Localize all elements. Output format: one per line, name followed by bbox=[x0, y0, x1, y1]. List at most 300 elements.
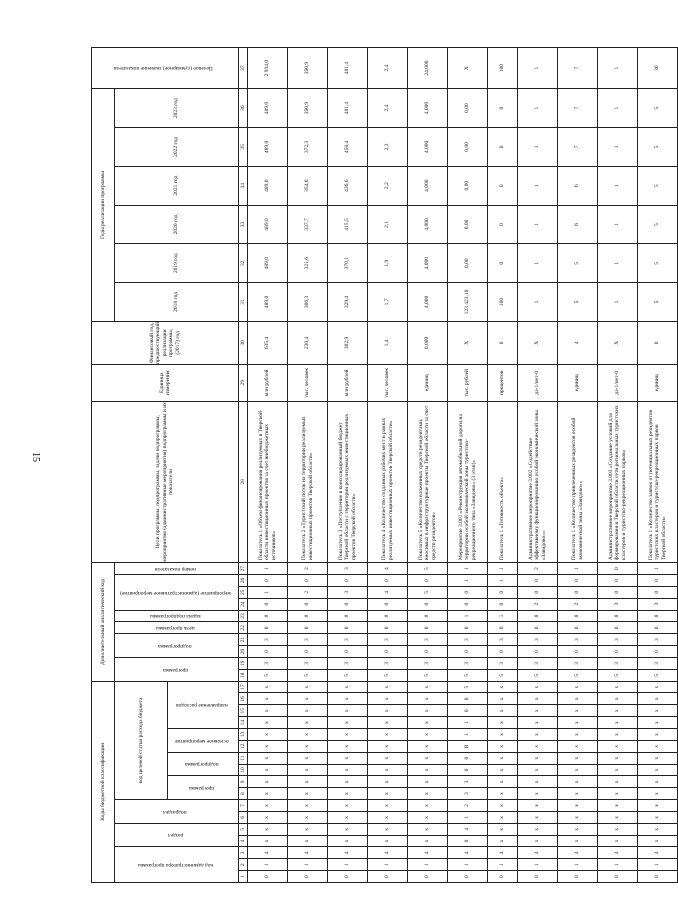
code-cell: 4 bbox=[328, 847, 368, 859]
code-cell: 3 bbox=[288, 657, 328, 669]
code-cell: 3 bbox=[368, 634, 408, 646]
code-cell: 0 bbox=[248, 646, 288, 658]
code-cell: 0 bbox=[448, 835, 488, 847]
code-cell: 0 bbox=[558, 646, 598, 658]
column-number: 7 bbox=[239, 800, 248, 812]
code-cell: х bbox=[328, 823, 368, 835]
unit-cell: единиц bbox=[638, 364, 678, 401]
code-cell: х bbox=[408, 823, 448, 835]
code-cell: 0 bbox=[488, 598, 518, 610]
code-cell: х bbox=[368, 823, 408, 835]
code-cell: х bbox=[368, 693, 408, 705]
code-cell: 0 bbox=[518, 871, 558, 883]
code-cell: х bbox=[328, 811, 368, 823]
code-cell: 4 bbox=[248, 847, 288, 859]
code-cell: х bbox=[328, 764, 368, 776]
year-value-cell: 0,00 bbox=[448, 128, 488, 167]
code-cell: 4 bbox=[368, 563, 408, 575]
code-cell: х bbox=[598, 800, 638, 812]
code-cell: 4 bbox=[288, 847, 328, 859]
subsection-header: подраздел bbox=[115, 800, 239, 824]
code-cell: х bbox=[518, 823, 558, 835]
code-cell: х bbox=[288, 800, 328, 812]
code-cell: 0 bbox=[248, 598, 288, 610]
code-cell: 1 bbox=[488, 563, 518, 575]
expense-direction-header: направление расходов bbox=[168, 681, 239, 728]
column-number: 12 bbox=[239, 740, 248, 752]
code-cell: 0 bbox=[488, 586, 518, 598]
code-cell: 5 bbox=[598, 669, 638, 681]
code-cell: 0 bbox=[488, 622, 518, 634]
year-value-cell: 5 bbox=[638, 166, 678, 205]
code-cell: х bbox=[638, 788, 678, 800]
column-number: 16 bbox=[239, 693, 248, 705]
code-cell: 0 bbox=[448, 586, 488, 598]
year-2022-header: 2022 год bbox=[115, 128, 239, 167]
code-cell: 0 bbox=[598, 622, 638, 634]
code-cell: х bbox=[638, 823, 678, 835]
code-cell: х bbox=[558, 717, 598, 729]
year-value-cell: 481,4 bbox=[328, 89, 368, 128]
code-cell: 0 bbox=[638, 622, 678, 634]
code-cell: х bbox=[408, 693, 448, 705]
code-cell: х bbox=[558, 740, 598, 752]
year-value-cell: 1,7 bbox=[368, 283, 408, 322]
year-value-cell: 1 bbox=[518, 244, 558, 283]
code-cell: х bbox=[248, 717, 288, 729]
code-cell: 3 bbox=[558, 634, 598, 646]
column-number: 11 bbox=[239, 752, 248, 764]
year-value-cell: 489,0 bbox=[248, 166, 288, 205]
code-cell: 2 bbox=[558, 598, 598, 610]
code-cell: 3 bbox=[488, 634, 518, 646]
code-cell: х bbox=[328, 717, 368, 729]
code-cell: х bbox=[488, 693, 518, 705]
unit-cell: единиц bbox=[408, 364, 448, 401]
code-cell: 5 bbox=[328, 669, 368, 681]
year-value-cell: 1 bbox=[598, 205, 638, 244]
code-cell: х bbox=[558, 835, 598, 847]
code-cell: 5 bbox=[248, 669, 288, 681]
subprogram-header: подпрограмма bbox=[168, 752, 239, 776]
code-cell: 0 bbox=[488, 871, 518, 883]
code-cell: 3 bbox=[488, 657, 518, 669]
code-cell: 3 bbox=[638, 657, 678, 669]
fin-year-header: Финансовый год, предшествующий реализации программы, (2017) год bbox=[92, 321, 239, 364]
code-cell: х bbox=[248, 681, 288, 693]
code-cell: 0 bbox=[408, 610, 448, 622]
code-cell: х bbox=[598, 788, 638, 800]
fin-year-cell: Х bbox=[448, 321, 488, 364]
code-cell: R bbox=[448, 740, 488, 752]
year-value-cell: 1 bbox=[518, 166, 558, 205]
column-number: 4 bbox=[239, 835, 248, 847]
column-number: 25 bbox=[239, 586, 248, 598]
code-cell: 0 bbox=[288, 575, 328, 587]
year-value-cell: 0 bbox=[488, 166, 518, 205]
code-cell: х bbox=[408, 835, 448, 847]
code-cell: х bbox=[638, 705, 678, 717]
code-cell: 3 bbox=[558, 657, 598, 669]
fin-year-cell: Х bbox=[598, 321, 638, 364]
unit-cell: млн рублей bbox=[248, 364, 288, 401]
unit-cell: единиц bbox=[558, 364, 598, 401]
row-name: Показатель 1 «Готовность объекта» bbox=[488, 401, 518, 563]
column-number: 37 bbox=[239, 48, 248, 89]
year-value-cell: 4,000 bbox=[408, 166, 448, 205]
code-cell: 0 bbox=[448, 764, 488, 776]
unit-cell: тыс. человек bbox=[368, 364, 408, 401]
code-cell: 5 bbox=[408, 563, 448, 575]
column-number: 18 bbox=[239, 669, 248, 681]
code-cell: х bbox=[288, 823, 328, 835]
code-cell: х bbox=[368, 729, 408, 741]
final-value-cell: 390,9 bbox=[288, 48, 328, 89]
year-value-cell: 415,5 bbox=[328, 205, 368, 244]
code-cell: 4 bbox=[408, 847, 448, 859]
code-cell: х bbox=[558, 752, 598, 764]
code-cell: х bbox=[288, 717, 328, 729]
column-number: 33 bbox=[239, 205, 248, 244]
code-cell: 0 bbox=[368, 610, 408, 622]
code-cell: 1 bbox=[488, 859, 518, 871]
year-value-cell: 489,0 bbox=[248, 283, 288, 322]
code-cell: 5 bbox=[448, 681, 488, 693]
program-code-header: программа bbox=[115, 657, 239, 681]
code-cell: 0 bbox=[328, 622, 368, 634]
table-row bbox=[488, 48, 518, 883]
code-cell: х bbox=[488, 823, 518, 835]
code-cell: х bbox=[638, 811, 678, 823]
final-value-cell: 2,4 bbox=[368, 48, 408, 89]
code-cell: х bbox=[598, 823, 638, 835]
year-value-cell: 4,000 bbox=[408, 283, 448, 322]
code-cell: х bbox=[558, 764, 598, 776]
year-value-cell: 370,1 bbox=[328, 244, 368, 283]
year-value-cell: 123 423,16 bbox=[448, 283, 488, 322]
code-cell: х bbox=[488, 788, 518, 800]
code-cell: 3 bbox=[328, 634, 368, 646]
year-value-cell: 5 bbox=[638, 244, 678, 283]
code-cell: 0 bbox=[408, 646, 448, 658]
final-value-cell: 30 bbox=[638, 48, 678, 89]
row-name: Показатель 3 «Поступление в консолидированный бюджет Тверской области с территории реализуемых инвестиционных проектов Тверской области» bbox=[328, 401, 368, 563]
column-number: 3 bbox=[239, 847, 248, 859]
year-value-cell: 1 bbox=[518, 283, 558, 322]
final-value-cell: 1 bbox=[518, 48, 558, 89]
year-value-cell: 489,0 bbox=[248, 244, 288, 283]
code-cell: х bbox=[248, 693, 288, 705]
table-row bbox=[288, 48, 328, 883]
code-cell: 0 bbox=[598, 646, 638, 658]
main-event-header: основное мероприятие bbox=[168, 729, 239, 753]
code-cell: 0 bbox=[518, 586, 558, 598]
code-cell: 5 bbox=[288, 669, 328, 681]
final-value-cell: 24,000 bbox=[408, 48, 448, 89]
column-number: 30 bbox=[239, 321, 248, 364]
code-cell: 0 bbox=[408, 575, 448, 587]
column-number: 9 bbox=[239, 776, 248, 788]
code-cell: х bbox=[328, 788, 368, 800]
code-cell: 3 bbox=[598, 634, 638, 646]
code-cell: х bbox=[408, 800, 448, 812]
code-cell: х bbox=[558, 776, 598, 788]
code-cell: х bbox=[288, 729, 328, 741]
code-cell: х bbox=[518, 705, 558, 717]
code-cell: х bbox=[598, 681, 638, 693]
table-row bbox=[598, 48, 638, 883]
code-cell: 1 bbox=[408, 859, 448, 871]
code-cell: х bbox=[638, 776, 678, 788]
year-value-cell: 0 bbox=[488, 128, 518, 167]
code-cell: х bbox=[328, 835, 368, 847]
year-value-cell: 6 bbox=[558, 205, 598, 244]
code-cell: 1 bbox=[248, 859, 288, 871]
year-value-cell: 2,2 bbox=[368, 166, 408, 205]
code-cell: х bbox=[368, 705, 408, 717]
year-value-cell: 100 bbox=[488, 283, 518, 322]
code-cell: х bbox=[488, 776, 518, 788]
year-value-cell: 458,4 bbox=[328, 128, 368, 167]
rotated-table-container bbox=[91, 47, 667, 883]
code-cell: 0 bbox=[598, 610, 638, 622]
column-number: 24 bbox=[239, 598, 248, 610]
code-cell: х bbox=[488, 811, 518, 823]
code-cell: х bbox=[598, 693, 638, 705]
column-number: 26 bbox=[239, 575, 248, 587]
code-cell: х bbox=[518, 764, 558, 776]
code-cell: х bbox=[598, 776, 638, 788]
code-cell: 1 bbox=[448, 610, 488, 622]
code-cell: х bbox=[518, 681, 558, 693]
year-value-cell: 2,1 bbox=[368, 205, 408, 244]
year-value-cell: 4,000 bbox=[408, 89, 448, 128]
code-cell: х bbox=[368, 776, 408, 788]
year-value-cell: 489,0 bbox=[248, 205, 288, 244]
code-cell: 0 bbox=[448, 646, 488, 658]
fin-year-cell: 0 bbox=[488, 321, 518, 364]
code-cell: 1 bbox=[518, 859, 558, 871]
year-value-cell: 2,3 bbox=[368, 128, 408, 167]
code-cell: 1 bbox=[448, 729, 488, 741]
fin-year-cell: 0 bbox=[638, 321, 678, 364]
code-cell: х bbox=[638, 693, 678, 705]
code-cell: х bbox=[288, 681, 328, 693]
year-value-cell: 6 bbox=[558, 166, 598, 205]
code-cell: х bbox=[368, 835, 408, 847]
year-value-cell: 1 bbox=[518, 89, 558, 128]
year-value-cell: 372,3 bbox=[288, 128, 328, 167]
year-value-cell: 5 bbox=[638, 205, 678, 244]
code-cell: 4 bbox=[448, 823, 488, 835]
code-cell: х bbox=[488, 705, 518, 717]
code-cell: 0 bbox=[558, 871, 598, 883]
code-cell: х bbox=[558, 788, 598, 800]
column-number: 36 bbox=[239, 89, 248, 128]
code-cell: 2 bbox=[288, 586, 328, 598]
code-cell: 4 bbox=[638, 847, 678, 859]
year-value-cell: 436,6 bbox=[328, 166, 368, 205]
code-cell: 0 bbox=[368, 575, 408, 587]
year-value-cell: 489,0 bbox=[248, 128, 288, 167]
code-cell: х bbox=[248, 752, 288, 764]
year-value-cell: 0 bbox=[488, 89, 518, 128]
year-value-cell: 1 bbox=[598, 244, 638, 283]
code-cell: 1 bbox=[368, 859, 408, 871]
code-cell: х bbox=[518, 800, 558, 812]
code-cell: х bbox=[288, 811, 328, 823]
subprogram-task-header: задача подпрограммы bbox=[115, 610, 239, 622]
code-cell: х bbox=[248, 823, 288, 835]
column-number: 32 bbox=[239, 244, 248, 283]
fin-year-cell: 1,4 bbox=[368, 321, 408, 364]
code-cell: 0 bbox=[248, 610, 288, 622]
page-number: 15 bbox=[30, 452, 41, 462]
code-cell: х bbox=[408, 681, 448, 693]
code-cell: х bbox=[248, 800, 288, 812]
column-number: 29 bbox=[239, 364, 248, 401]
year-value-cell: 0,00 bbox=[448, 205, 488, 244]
row-name: Показатель 5 «Количество вложенных средств резидентами, вносимых в инфраструктурные проекты Тверской области за счет средств резидентов» bbox=[408, 401, 448, 563]
table-row bbox=[368, 48, 408, 883]
code-cell: 5 bbox=[638, 669, 678, 681]
row-name: Мероприятие 3.001 «Реконструкция автомобильной дороги на территории особой экономической зоны туристско-рекреационного типа «Завидово» (3 этап)» bbox=[448, 401, 488, 563]
code-cell: х bbox=[408, 740, 448, 752]
code-cell: х bbox=[558, 811, 598, 823]
code-cell: 0 bbox=[598, 871, 638, 883]
code-cell: х bbox=[368, 788, 408, 800]
code-cell: 3 bbox=[368, 657, 408, 669]
code-cell: 0 bbox=[288, 646, 328, 658]
code-cell: х bbox=[368, 800, 408, 812]
year-value-cell: 306,3 bbox=[288, 283, 328, 322]
code-cell: 0 bbox=[518, 610, 558, 622]
code-cell: 1 bbox=[558, 563, 598, 575]
column-number: 23 bbox=[239, 610, 248, 622]
code-cell: х bbox=[558, 800, 598, 812]
code-cell: 1 bbox=[328, 859, 368, 871]
subprogram-code-header: подпрограмма bbox=[115, 634, 239, 658]
code-cell: х bbox=[638, 835, 678, 847]
code-cell: х bbox=[638, 740, 678, 752]
year-2020-header: 2020 год bbox=[115, 205, 239, 244]
year-value-cell: 1,9 bbox=[368, 244, 408, 283]
code-cell: х bbox=[518, 776, 558, 788]
final-value-header: Целевое (суммарное) значение показателя bbox=[92, 48, 239, 89]
code-cell: х bbox=[288, 776, 328, 788]
code-cell: 5 bbox=[448, 669, 488, 681]
year-value-cell: 1 bbox=[518, 205, 558, 244]
code-cell: 1 bbox=[448, 575, 488, 587]
year-2019-header: 2019 год bbox=[115, 244, 239, 283]
code-cell: х bbox=[598, 729, 638, 741]
code-cell: 2 bbox=[518, 563, 558, 575]
code-cell: 3 bbox=[408, 657, 448, 669]
code-cell: 0 bbox=[558, 622, 598, 634]
table-row bbox=[558, 48, 598, 883]
code-cell: х bbox=[288, 705, 328, 717]
code-cell: 2 bbox=[288, 563, 328, 575]
code-cell: х bbox=[518, 752, 558, 764]
code-cell: 3 bbox=[408, 634, 448, 646]
code-cell: х bbox=[248, 764, 288, 776]
year-value-cell: 5 bbox=[638, 128, 678, 167]
code-cell: х bbox=[328, 740, 368, 752]
code-cell: 3 bbox=[518, 634, 558, 646]
code-cell: 0 bbox=[448, 622, 488, 634]
code-cell: 0 bbox=[328, 575, 368, 587]
column-number: 13 bbox=[239, 729, 248, 741]
event-admin-header: мероприятие (административное мероприятие) bbox=[115, 575, 239, 611]
fin-year-cell: 4 bbox=[558, 321, 598, 364]
code-cell: 2 bbox=[518, 598, 558, 610]
code-cell: 0 bbox=[368, 622, 408, 634]
code-cell: х bbox=[488, 800, 518, 812]
table-body bbox=[248, 48, 678, 883]
unit-cell: тыс. рублей bbox=[448, 364, 488, 401]
code-cell: х bbox=[488, 835, 518, 847]
column-number: 2 bbox=[239, 859, 248, 871]
column-number: 35 bbox=[239, 128, 248, 167]
fin-year-cell: 635,4 bbox=[248, 321, 288, 364]
program-goal-header: цель программы bbox=[115, 622, 239, 634]
column-number: 6 bbox=[239, 811, 248, 823]
table-row bbox=[328, 48, 368, 883]
code-cell: 0 bbox=[598, 575, 638, 587]
code-cell: 4 bbox=[368, 586, 408, 598]
code-cell: 0 bbox=[638, 575, 678, 587]
year-value-cell: 7 bbox=[558, 128, 598, 167]
column-number: 1 bbox=[239, 871, 248, 883]
unit-cell: да-1/нет-0 bbox=[518, 364, 558, 401]
code-cell: 0 bbox=[248, 575, 288, 587]
code-cell: х bbox=[518, 729, 558, 741]
code-cell: х bbox=[598, 740, 638, 752]
code-cell: х bbox=[248, 835, 288, 847]
code-cell: 1 bbox=[248, 563, 288, 575]
code-cell: х bbox=[368, 681, 408, 693]
code-cell: х bbox=[408, 776, 448, 788]
code-cell: х bbox=[408, 705, 448, 717]
code-cell: 3 bbox=[518, 657, 558, 669]
unit-cell: млн рублей bbox=[328, 364, 368, 401]
code-cell: 0 bbox=[558, 575, 598, 587]
code-cell: 1 bbox=[448, 563, 488, 575]
code-cell: х bbox=[488, 729, 518, 741]
table-row bbox=[248, 48, 288, 883]
code-cell: х bbox=[488, 740, 518, 752]
column-number: 21 bbox=[239, 634, 248, 646]
row-name: Административное мероприятие 3.002 «Содействие эффективному функционированию особой экономической зоны «Завидово»» bbox=[518, 401, 558, 563]
code-cell: 1 bbox=[248, 586, 288, 598]
code-cell: 3 bbox=[288, 634, 328, 646]
code-cell: 1 bbox=[448, 717, 488, 729]
code-cell: х bbox=[518, 717, 558, 729]
code-cell: 1 bbox=[448, 811, 488, 823]
code-cell: 0 bbox=[248, 871, 288, 883]
code-cell: 0 bbox=[448, 705, 488, 717]
year-value-cell: 2,4 bbox=[368, 89, 408, 128]
column-number: 20 bbox=[239, 646, 248, 658]
code-cell: х bbox=[558, 705, 598, 717]
column-number: 31 bbox=[239, 283, 248, 322]
code-cell: 0 bbox=[288, 610, 328, 622]
code-cell: х bbox=[638, 729, 678, 741]
table-row bbox=[638, 48, 678, 883]
code-cell: 2 bbox=[448, 800, 488, 812]
code-cell: х bbox=[518, 835, 558, 847]
year-value-cell: 1 bbox=[598, 166, 638, 205]
